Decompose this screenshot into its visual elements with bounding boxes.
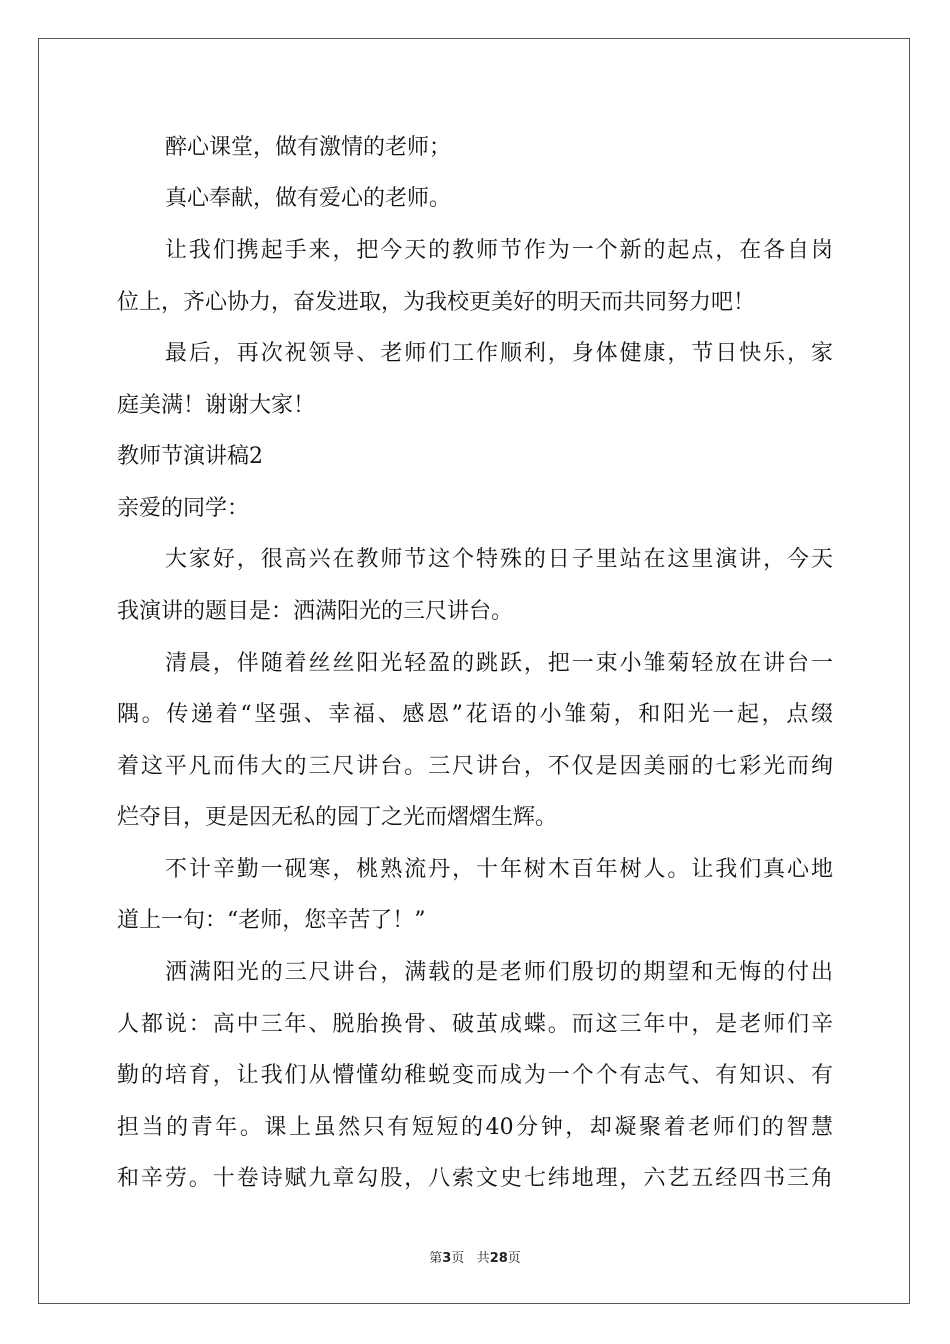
paragraph-line: 着这平凡而伟大的三尺讲台。三尺讲台，不仅是因美丽的七彩光而绚 [117, 754, 833, 779]
paragraph-line: 隅。传递着“坚强、幸福、感恩”花语的小雏菊，和阳光一起，点缀 [117, 702, 833, 727]
paragraph-line: 庭美满！谢谢大家！ [117, 393, 316, 418]
paragraph-line: 不计辛勤一砚寒，桃熟流丹，十年树木百年树人。让我们真心地 [165, 857, 833, 882]
page-footer [0, 1247, 950, 1266]
paragraph-line: 最后，再次祝领导、老师们工作顺利，身体健康，节日快乐，家 [165, 341, 833, 366]
salutation: 亲爱的同学： [117, 496, 250, 521]
paragraph-line: 和辛劳。十卷诗赋九章勾股，八索文史七纬地理，六艺五经四书三角 [117, 1166, 833, 1191]
paragraph-line: 担当的青年。课上虽然只有短短的40分钟，却凝聚着老师们的智慧 [117, 1115, 833, 1140]
paragraph-line: 醉心课堂，做有激情的老师； [165, 135, 452, 160]
page-number: 3 [442, 1251, 452, 1266]
total-suffix: 页 [507, 1251, 521, 1266]
paragraph-line: 洒满阳光的三尺讲台，满载的是老师们殷切的期望和无悔的付出 [165, 960, 833, 985]
total-pages: 28 [489, 1251, 508, 1266]
paragraph-line: 清晨，伴随着丝丝阳光轻盈的跳跃，把一束小雏菊轻放在讲台一 [165, 651, 833, 676]
section-heading: 教师节演讲稿2 [117, 444, 263, 469]
paragraph-line: 勤的培育，让我们从懵懂幼稚蜕变而成为一个个有志气、有知识、有 [117, 1063, 833, 1088]
page-prefix: 第 [429, 1251, 443, 1266]
paragraph-line: 真心奉献，做有爱心的老师。 [165, 186, 452, 211]
total-prefix: 共 [476, 1251, 490, 1266]
paragraph-line: 位上，齐心协力，奋发进取，为我校更美好的明天而共同努力吧！ [117, 290, 756, 315]
paragraph-line: 道上一句：“老师，您辛苦了！” [117, 908, 426, 933]
paragraph-line: 我演讲的题目是：洒满阳光的三尺讲台。 [117, 599, 514, 624]
paragraph-line: 大家好，很高兴在教师节这个特殊的日子里站在这里演讲，今天 [165, 547, 833, 572]
paragraph-line: 让我们携起手来，把今天的教师节作为一个新的起点，在各自岗 [165, 238, 833, 263]
page-suffix: 页 [451, 1251, 465, 1266]
paragraph-line: 烂夺目，更是因无私的园丁之光而熠熠生辉。 [117, 805, 558, 830]
paragraph-line: 人都说：高中三年、脱胎换骨、破茧成蝶。而这三年中，是老师们辛 [117, 1012, 833, 1037]
